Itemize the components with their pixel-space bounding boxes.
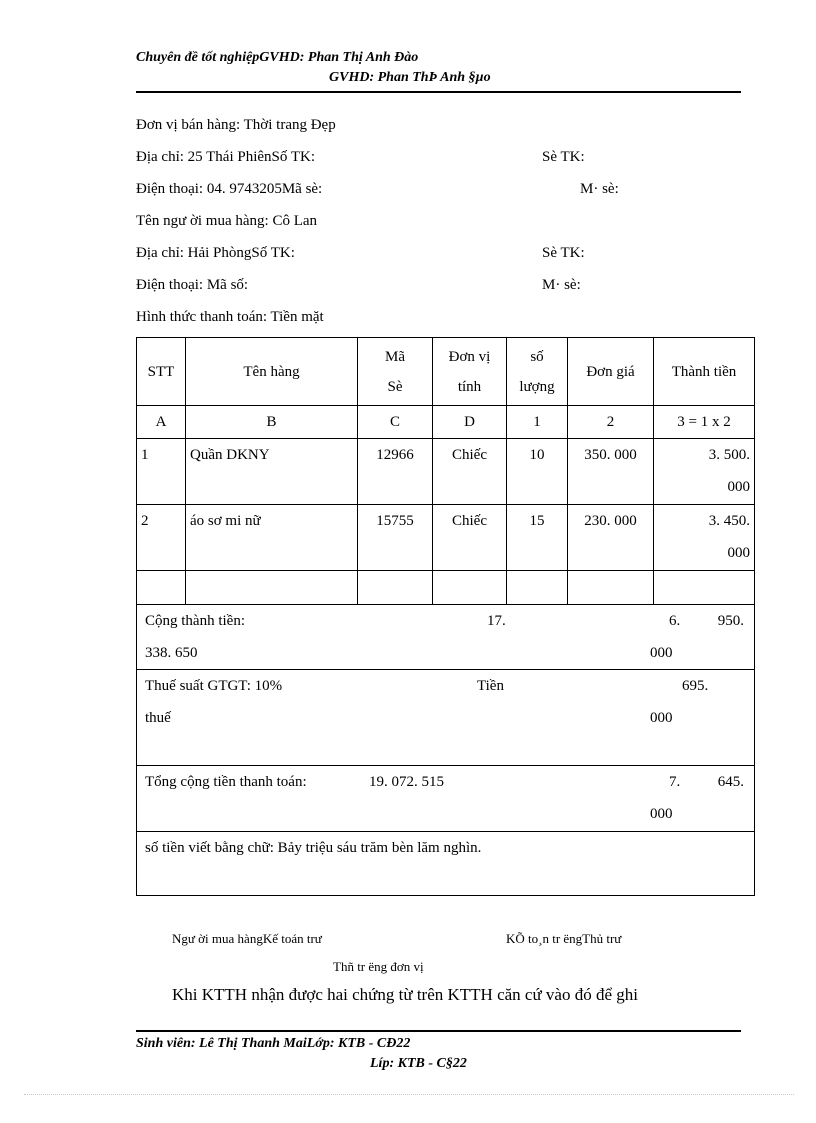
row-quantity: 10 bbox=[507, 439, 568, 505]
row-total: 3. 450. 000 bbox=[654, 505, 755, 571]
table-row bbox=[137, 505, 755, 571]
letter-cell: 3 = 1 x 2 bbox=[654, 406, 755, 439]
letter-cell: 1 bbox=[507, 406, 568, 439]
row-code: 12966 bbox=[358, 439, 433, 505]
vat-tax-label-line2: thuế bbox=[145, 710, 171, 726]
header-quantity: số lượng bbox=[507, 338, 568, 406]
vat-tax-label: Tiền bbox=[477, 678, 504, 694]
row-code: 15755 bbox=[358, 505, 433, 571]
table-row bbox=[137, 439, 755, 505]
header-rule bbox=[136, 91, 741, 93]
seller-phone: Điện thoại: 04. 9743205Mã sè: bbox=[136, 181, 323, 197]
letter-cell: A bbox=[137, 406, 186, 439]
sum-value-line2: 338. 650 bbox=[145, 645, 198, 661]
header-unit: Đơn vị tính bbox=[433, 338, 507, 406]
signature-head-of-unit: Thñ tr ëng đơn vị bbox=[333, 959, 424, 974]
letter-cell: B bbox=[186, 406, 358, 439]
letter-cell: D bbox=[433, 406, 507, 439]
sum-cell bbox=[137, 605, 755, 670]
sum-right-a: 6. bbox=[669, 613, 681, 629]
payment-method: Hình thức thanh toán: Tiền mặt bbox=[136, 309, 324, 325]
row-quantity: 15 bbox=[507, 505, 568, 571]
grand-right-b: 645. bbox=[717, 774, 744, 790]
vat-row bbox=[137, 670, 755, 766]
vat-amount-line2: 000 bbox=[650, 710, 673, 726]
row-unit: Chiếc bbox=[433, 439, 507, 505]
seller-unit: Đơn vị bán hàng: Thời trang Đẹp bbox=[136, 117, 336, 133]
closing-sentence: Khi KTTH nhận được hai chứng từ trên KTTH căn cứ vào đó để ghi bbox=[172, 985, 638, 1004]
header-subtitle: GVHD: Phan ThÞ Anh §µo bbox=[329, 70, 491, 85]
sum-right-line2: 000 bbox=[650, 645, 673, 661]
grand-right-line2: 000 bbox=[650, 806, 673, 822]
table-letter-row bbox=[137, 406, 755, 439]
grand-total-label: Tổng cộng tiền thanh toán: bbox=[145, 774, 307, 790]
header-item-name: Tên hàng bbox=[186, 338, 358, 406]
row-stt: 2 bbox=[137, 505, 186, 571]
header-title: Chuyên đề tốt nghiệpGVHD: Phan Thị Anh Đào bbox=[136, 50, 419, 65]
grand-total-cell bbox=[137, 766, 755, 832]
buyer-account: Sè TK: bbox=[542, 245, 585, 261]
grand-right-a: 7. bbox=[669, 774, 681, 790]
table-empty-row bbox=[137, 571, 755, 605]
signature-chief-accountant: KÕ to¸n tr ëngThủ trư bbox=[506, 931, 622, 946]
footer-rule bbox=[136, 1030, 741, 1032]
header-code: Mã Sè bbox=[358, 338, 433, 406]
sum-right-b: 950. bbox=[717, 613, 744, 629]
letter-cell: C bbox=[358, 406, 433, 439]
sum-label: Cộng thành tiền: bbox=[145, 613, 245, 629]
sum-row bbox=[137, 605, 755, 670]
row-item-name: Quần DKNY bbox=[186, 439, 358, 505]
vat-amount: 695. bbox=[682, 678, 709, 694]
sum-value-part: 17. bbox=[487, 613, 506, 629]
page-bottom-dotted-line bbox=[24, 1094, 794, 1095]
header-stt: STT bbox=[137, 338, 186, 406]
buyer-address: Địa chỉ: Hải PhòngSố TK: bbox=[136, 245, 295, 261]
amount-in-words: số tiền viết bằng chữ: Bảy triệu sáu trăm bèn lăm nghìn. bbox=[145, 840, 482, 856]
seller-tax-code: M· sè: bbox=[580, 181, 619, 197]
table-header-row bbox=[137, 338, 755, 406]
amount-in-words-cell bbox=[137, 832, 755, 896]
row-total: 3. 500. 000 bbox=[654, 439, 755, 505]
grand-total-value: 19. 072. 515 bbox=[369, 774, 444, 790]
row-item-name: áo sơ mi nữ bbox=[186, 505, 358, 571]
letter-cell: 2 bbox=[568, 406, 654, 439]
header-unit-price: Đơn giá bbox=[568, 338, 654, 406]
seller-account: Sè TK: bbox=[542, 149, 585, 165]
invoice-table bbox=[136, 337, 755, 896]
row-unit-price: 350. 000 bbox=[568, 439, 654, 505]
row-unit-price: 230. 000 bbox=[568, 505, 654, 571]
vat-cell bbox=[137, 670, 755, 766]
seller-address: Địa chỉ: 25 Thái PhiênSố TK: bbox=[136, 149, 316, 165]
vat-label: Thuế suất GTGT: 10% bbox=[145, 678, 283, 694]
amount-in-words-row bbox=[137, 832, 755, 896]
buyer-tax-code: M· sè: bbox=[542, 277, 581, 293]
grand-total-row bbox=[137, 766, 755, 832]
footer-class: Líp: KTB - C§22 bbox=[370, 1056, 467, 1071]
row-stt: 1 bbox=[137, 439, 186, 505]
buyer-name: Tên ngư ời mua hàng: Cô Lan bbox=[136, 213, 318, 229]
buyer-phone: Điện thoại: Mã số: bbox=[136, 277, 249, 293]
signature-buyer-accountant: Ngư ời mua hàngKế toán trư bbox=[172, 931, 322, 946]
row-unit: Chiếc bbox=[433, 505, 507, 571]
header-total: Thành tiền bbox=[654, 338, 755, 406]
footer-student: Sinh viên: Lê Thị Thanh MaiLớp: KTB - CĐ22 bbox=[136, 1036, 411, 1051]
